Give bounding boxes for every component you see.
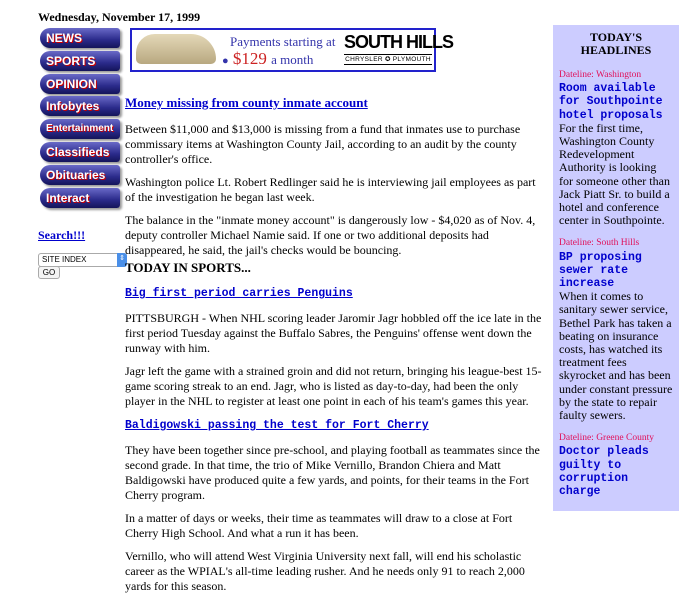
search-link[interactable]: Search!!! [38, 228, 86, 242]
date: Wednesday, November 17, 1999 [38, 10, 201, 24]
sidebar-link[interactable]: Doctor pleads guilty to corruption charge [559, 445, 649, 499]
headlines-sidebar [553, 25, 679, 511]
nav-entertainment[interactable]: Entertainment [40, 119, 120, 139]
nav-obituaries[interactable]: Obituaries [40, 165, 120, 185]
sidebar-link[interactable]: Room available for Southpointe hotel proposals [559, 82, 663, 122]
summary: For the first time, Washington County Redevelopment Authority is looking for someone other than Jack Piatt Sr. to build a hotel and conference center in Southpointe. [559, 120, 670, 228]
nav-opinion[interactable]: OPINION [40, 74, 120, 94]
paragraph: They have been together since pre-school, and playing football as teammates since the second grade. In that time, the trio of Mike Vernillo, Brandon Chiera and Matt Baldigowski have produced quite a few yards, and points, for their teams in the Fort Cherry program. [125, 443, 540, 502]
ad-price-value: $129 [232, 49, 267, 68]
paragraph: Washington police Lt. Robert Redlinger said he is interviewing jail employees as part of the investigation he began last week. [125, 175, 536, 204]
site-index-value: SITE INDEX [42, 255, 87, 264]
paragraph: PITTSBURGH - When NHL scoring leader Jaromir Jagr hobbled off the ice late in the first period Tuesday against the Buffalo Sabres, the Penguins' offense went down the runway with him. [125, 311, 542, 355]
headline-link[interactable]: Money missing from county inmate account [125, 95, 368, 110]
ad-banner[interactable] [130, 28, 453, 72]
sidebar-item [559, 69, 673, 227]
nav-menu [40, 28, 120, 210]
sidebar-link[interactable]: BP proposing sewer rate increase [559, 250, 642, 291]
dealer-subline: CHRYSLER ✪ PLYMOUTH [345, 56, 431, 63]
nav-interact[interactable]: Interact [40, 188, 120, 208]
story-link[interactable]: Baldigowski passing the test for Fort Cherry [125, 419, 429, 432]
badge-icon: ● [222, 55, 229, 67]
summary: When it comes to sanitary sewer service, Bethel Park has taken a beating on insurance costs, has watched its treatment fees skyrocket and has been under constant pressure by the state to repair faulty sewers. [559, 289, 673, 423]
nav-infobytes[interactable]: Infobytes [40, 96, 120, 116]
ad-text: Payments starting at [230, 34, 336, 49]
story-link[interactable]: Big first period carries Penguins [125, 287, 353, 300]
dealer-logo [344, 32, 453, 65]
paragraph: Jagr left the game with a strained groin and did not return, bringing his league-best 15-game scoring streak to an end. Jagr, who is listed as day-to-day, had been the only player in the NHL to register at least one point in each of his team's games this year. [125, 364, 542, 408]
chevron-updown-icon: ⇕ [117, 253, 127, 267]
paragraph: Between $11,000 and $13,000 is missing from a fund that inmates use to purchase commissary items at Washington County Jail, according to an audit by the county controller's office. [125, 122, 521, 166]
sidebar-item [559, 237, 673, 422]
sports-heading: TODAY IN SPORTS... [125, 260, 251, 275]
paragraph: Vernillo, who will attend West Virginia University next fall, will end his scholastic career as the WPIAL's all-time leading rusher. And he needs only 91 to reach 2,000 yards for this season. [125, 549, 525, 593]
dealer-name: SOUTH HILLS [344, 32, 453, 52]
paragraph: The balance in the "inmate money account" is dangerously low - $4,020 as of Nov. 4, deputy controller Michael Namie said. If one or two additional deposits had disappeared, he said, the jail's checks would be bouncing. [125, 213, 536, 257]
dateline: Dateline: South Hills [559, 238, 640, 249]
nav-sports[interactable]: SPORTS [40, 51, 120, 71]
dateline: Dateline: Washington [559, 70, 642, 80]
sidebar-title: TODAY'S HEADLINES [580, 30, 652, 57]
main-content [125, 95, 545, 602]
go-button[interactable]: GO [38, 266, 60, 279]
nav-news[interactable]: NEWS [40, 28, 120, 48]
car-image [136, 34, 216, 64]
ad-price [222, 49, 313, 69]
sidebar-item [559, 432, 673, 498]
site-index-select[interactable] [38, 253, 127, 267]
ad-price-suffix: a month [271, 52, 314, 67]
paragraph: In a matter of days or weeks, their time as teammates will draw to a close at Fort Cherry High School. And what a run it has been. [125, 511, 513, 540]
dateline: Dateline: Greene County [559, 433, 654, 444]
nav-classifieds[interactable]: Classifieds [40, 142, 120, 162]
